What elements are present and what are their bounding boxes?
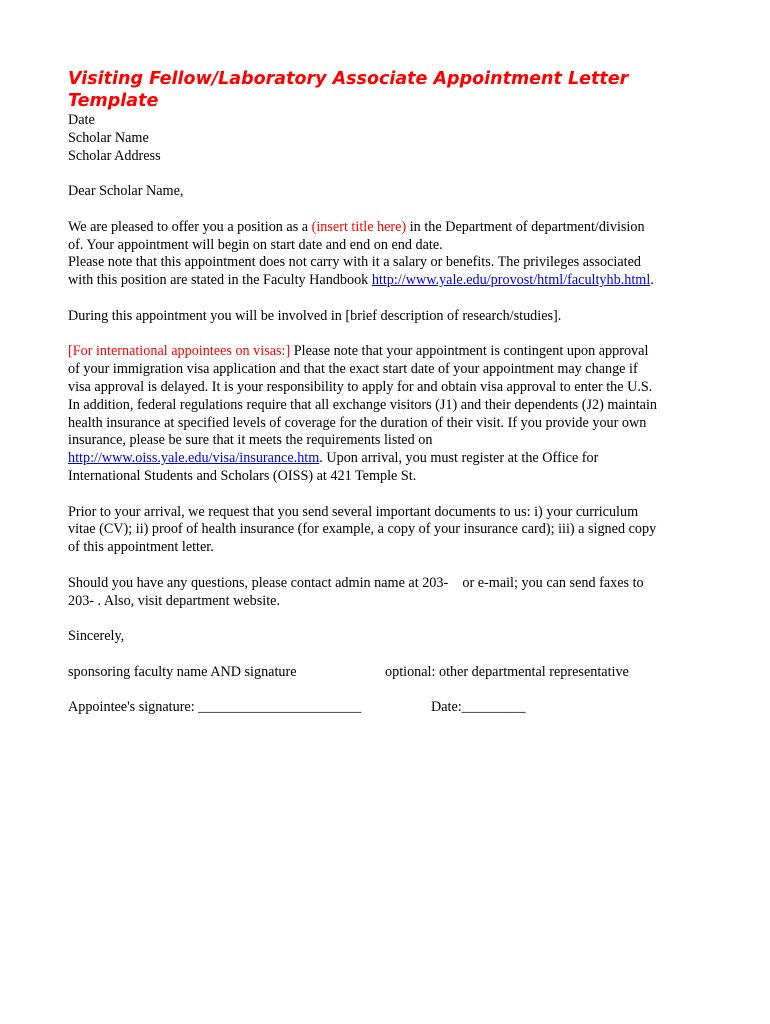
faculty-handbook-link[interactable]: http://www.yale.edu/provost/html/facultyhb.html [371,272,651,289]
documents-line-1: Prior to your arrival, we request that you send several important documents to us: i) your curriculum [68,503,639,520]
contact-line-2: 203- . Also, visit department website. [68,592,280,609]
salutation: Dear Scholar Name, [68,183,184,200]
departmental-representative: optional: other departmental representative [385,663,629,680]
signature-row [68,664,718,682]
offer-line-2: of. Your appointment will begin on start date and end on end date. [68,236,443,253]
scholar-address-line: Scholar Address [68,147,161,164]
offer-line-4: with this position are stated in the Faculty Handbook http://www.yale.edu/provost/html/facultyhb.html. [68,272,654,289]
visa-line-2: of your immigration visa application and that the exact start date of your appointment may change if [68,361,638,378]
offer-line-3: Please note that this appointment does not carry with it a salary or benefits. The privileges associated [68,254,641,271]
documents-line-3: of this appointment letter. [68,539,214,556]
appointee-date-field: Date:_________ [431,699,526,716]
visa-line-1: [For international appointees on visas:] Please note that your appointment is contingent upon approval [68,343,649,360]
research-line: During this appointment you will be involved in [brief description of research/studies]. [68,307,562,324]
document-title: Visiting Fellow/Laboratory Associate Appointment Letter Template [68,69,629,111]
contact-line-1: Should you have any questions, please contact admin name at 203- or e-mail; you can send faxes to [68,574,644,591]
scholar-name-line: Scholar Name [68,129,149,146]
appointee-signature-field: Appointee's signature: _______________________ [68,699,362,716]
visa-line-8: International Students and Scholars (OISS) at 421 Temple St. [68,467,417,484]
date-line: Date [68,112,95,128]
insurance-link[interactable]: http://www.oiss.yale.edu/visa/insurance.htm [68,450,320,467]
visa-line-6: insurance, please be sure that it meets the requirements listed on [68,432,433,449]
closing: Sincerely, [68,628,125,645]
visa-line-7: http://www.oiss.yale.edu/visa/insurance.htm. Upon arrival, you must register at the Office for [68,450,599,467]
appointee-row [68,699,718,717]
visa-line-4: In addition, federal regulations require that all exchange visitors (J1) and their dependents (J2) maintain [68,396,657,413]
letter-body [68,112,718,717]
documents-line-2: vitae (CV); ii) proof of health insurance (for example, a copy of your insurance card); iii) a signed copy [68,521,657,538]
insert-title-placeholder: (insert title here) [311,218,407,235]
offer-line-1: We are pleased to offer you a position as a (insert title here) in the Department of department/division [68,218,645,235]
international-appointees-note: [For international appointees on visas:] [68,343,291,360]
sponsoring-faculty-signature: sponsoring faculty name AND signature [68,663,297,680]
visa-line-3: visa approval is delayed. It is your responsibility to apply for and obtain visa approval to enter the U.S. [68,378,653,395]
visa-line-5: health insurance at specified levels of coverage for the duration of their visit. If you provide your own [68,414,647,431]
